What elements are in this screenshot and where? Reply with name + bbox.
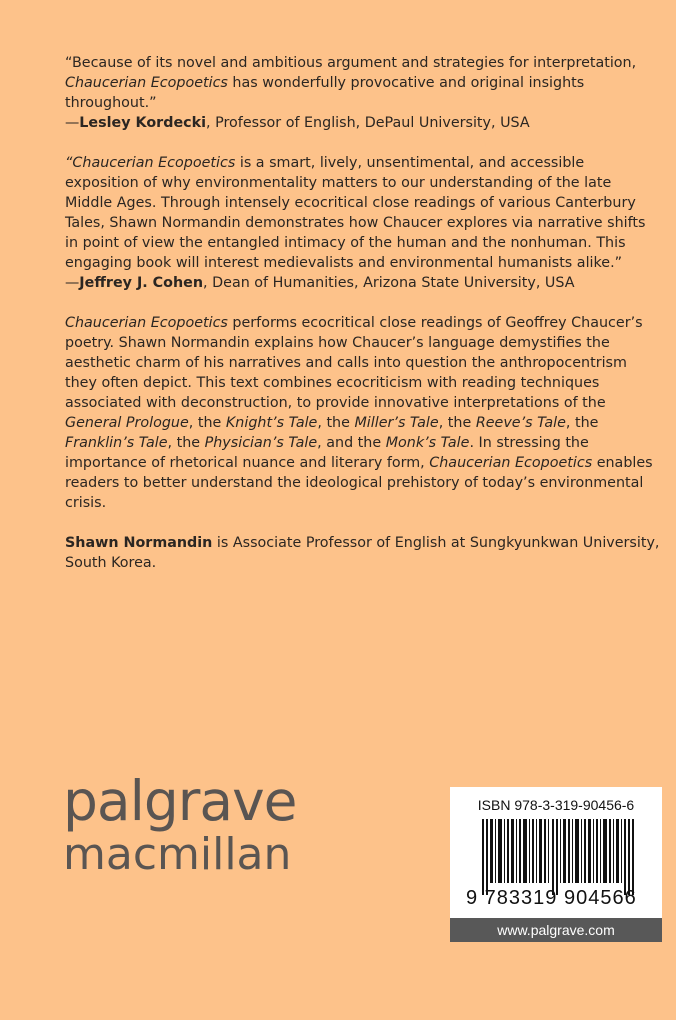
separator: , the	[317, 415, 355, 431]
review-quote-cohen	[65, 153, 661, 293]
reviewer-name: Jeffrey J. Cohen	[79, 275, 204, 291]
logo-line-macmillan: macmillan	[63, 829, 292, 880]
reviewer-name: Lesley Kordecki	[79, 115, 207, 131]
barcode-bars	[482, 819, 634, 895]
separator: , the	[565, 415, 599, 431]
separator: , the	[167, 435, 205, 451]
quote-text: has wonderfully provocative and original insights throughout.”	[65, 75, 585, 111]
tale-title: Miller’s Tale	[354, 415, 439, 431]
reviewer-affiliation: , Professor of English, DePaul University, USA	[206, 115, 530, 131]
tale-title: Reeve’s Tale	[475, 415, 566, 431]
logo-line-palgrave: palgrave	[63, 769, 297, 833]
isbn-label: ISBN 978-3-319-90456-6	[477, 797, 635, 813]
dash: —	[65, 275, 80, 291]
publisher-website: www.palgrave.com	[450, 918, 662, 942]
isbn-barcode	[450, 787, 662, 942]
book-title: Chaucerian Ecopoetics	[65, 315, 228, 331]
tale-title: Physician’s Tale	[204, 435, 318, 451]
book-title: “Chaucerian Ecopoetics	[65, 155, 236, 171]
publisher-logo	[63, 770, 297, 880]
description-text: . In stressing the importance of rhetorical nuance and literary form,	[65, 435, 589, 471]
tale-title: Franklin’s Tale	[65, 435, 168, 451]
description-text: enables readers to better understand the ideological prehistory of today’s environmental crisis.	[65, 455, 653, 511]
book-description	[65, 313, 661, 513]
separator: , and the	[317, 435, 386, 451]
bio-text: is Associate Professor of English at Sungkyunkwan University, South Korea.	[65, 535, 660, 571]
book-title: Chaucerian Ecopoetics	[429, 455, 593, 471]
barcode-digits: 9 783319 904566	[466, 887, 637, 909]
tale-title: Monk’s Tale	[385, 435, 470, 451]
book-title: Chaucerian Ecopoetics	[65, 75, 228, 91]
separator: , the	[438, 415, 476, 431]
dash: —	[65, 115, 80, 131]
review-quote-kordecki	[65, 53, 661, 133]
quote-text: is a smart, lively, unsentimental, and accessible exposition of why environmentality matters to our understanding of the late Middle Ages. Through intensely ecocritical close readings of various Canterbury Tales, Shawn Normandin demonstrates how Chaucer explores via narrative shifts in point of view the entangled intimacy of the human and the nonhuman. This engaging book will interest medievalists and environmental humanists alike.”	[65, 155, 646, 271]
author-bio	[65, 533, 661, 573]
quote-text: “Because of its novel and ambitious argument and strategies for interpretation,	[65, 55, 637, 71]
author-name: Shawn Normandin	[65, 535, 213, 551]
tale-title: General Prologue	[65, 415, 189, 431]
reviewer-affiliation: , Dean of Humanities, Arizona State University, USA	[203, 275, 575, 291]
back-cover-text	[65, 53, 661, 593]
description-text: performs ecocritical close readings of Geoffrey Chaucer’s poetry. Shawn Normandin explains how Chaucer’s language demystifies the aesthetic charm of his narratives and calls into question the anthropocentrism they often depict. This text combines ecocriticism with reading techniques associated with deconstruction, to provide innovative interpretations of the	[65, 315, 643, 411]
tale-title: Knight’s Tale	[225, 415, 318, 431]
separator: , the	[188, 415, 226, 431]
